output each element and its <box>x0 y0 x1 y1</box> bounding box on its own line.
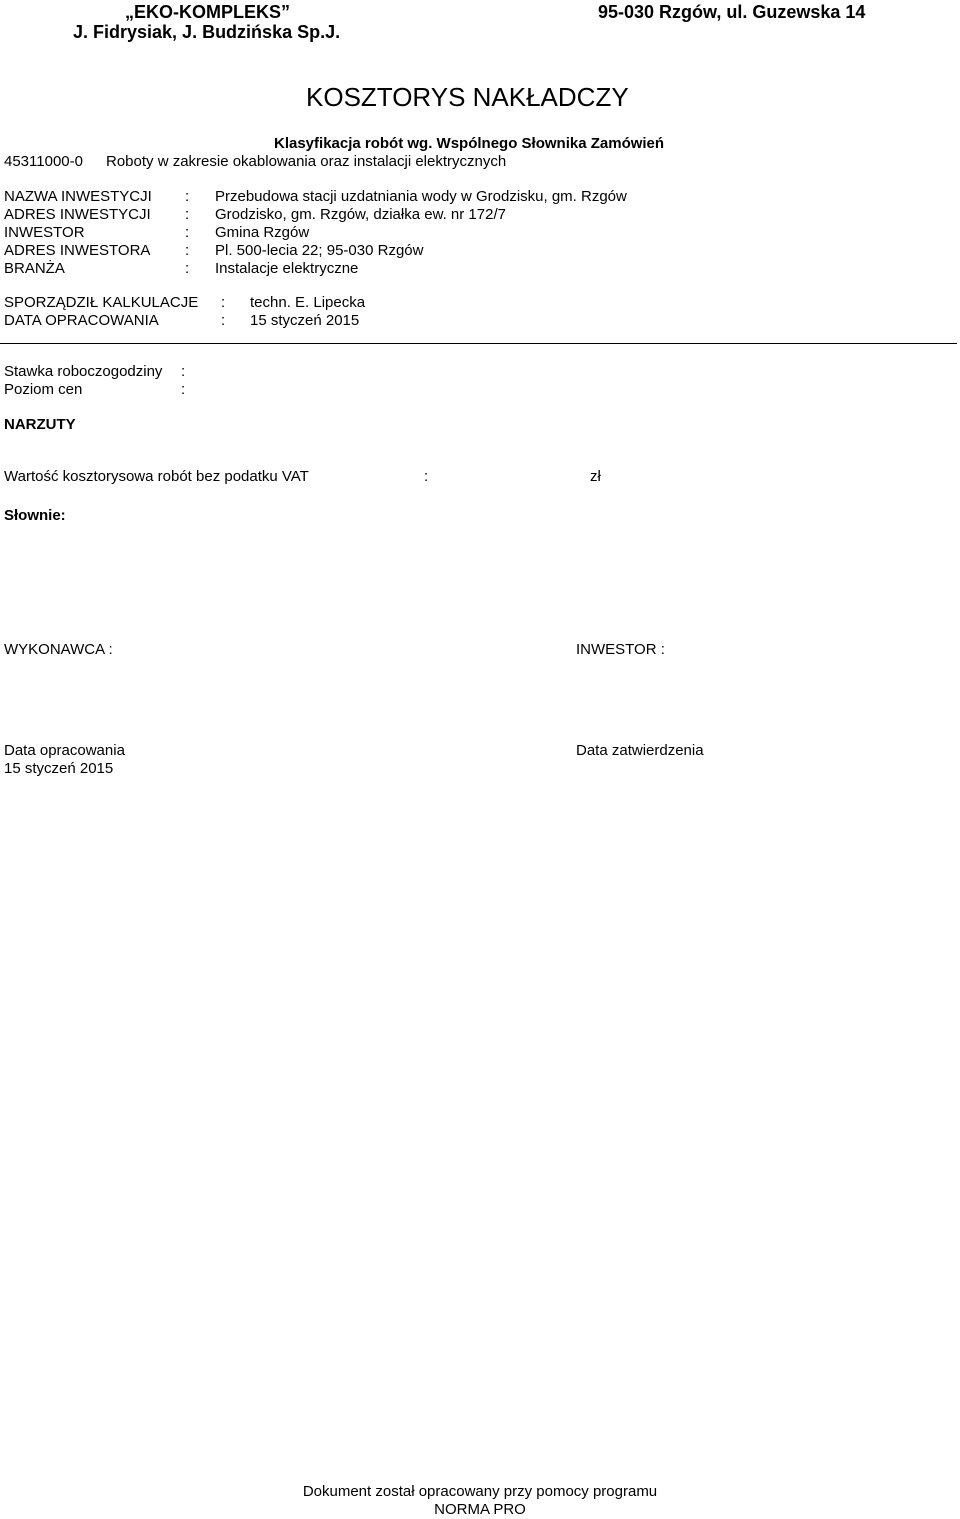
field-value: Pl. 500-lecia 22; 95-030 Rzgów <box>215 242 424 259</box>
field-label: Poziom cen <box>4 381 83 398</box>
amount-in-words-label: Słownie: <box>4 507 66 524</box>
cpv-code: 45311000-0 <box>4 153 83 170</box>
field-separator: : <box>221 312 226 329</box>
footer-note: Dokument został opracowany przy pomocy programu <box>302 1483 658 1500</box>
investor-signature-label: INWESTOR : <box>576 641 665 658</box>
field-label: Stawka roboczogodziny <box>4 363 163 380</box>
classification-heading: Klasyfikacja robót wg. Wspólnego Słownika Zamówień <box>274 135 665 152</box>
field-label: ADRES INWESTORA <box>4 242 151 259</box>
field-label: Wartość kosztorysowa robót bez podatku VAT <box>4 468 309 485</box>
cpv-description: Roboty w zakresie okablowania oraz instalacji elektrycznych <box>106 153 507 170</box>
field-value: Instalacje elektryczne <box>215 260 359 277</box>
field-separator: : <box>221 294 226 311</box>
field-value: Przebudowa stacji uzdatniania wody w Grodzisku, gm. Rzgów <box>215 188 627 205</box>
preparation-date-value: 15 styczeń 2015 <box>4 760 114 777</box>
field-label: ADRES INWESTYCJI <box>4 206 151 223</box>
field-separator: : <box>185 224 190 241</box>
field-separator: : <box>181 381 186 398</box>
currency-unit: zł <box>590 468 601 485</box>
company-owners: J. Fidrysiak, J. Budzińska Sp.J. <box>73 22 341 42</box>
field-label: SPORZĄDZIŁ KALKULACJE <box>4 294 199 311</box>
field-label: DATA OPRACOWANIA <box>4 312 159 329</box>
field-separator: : <box>185 206 190 223</box>
field-separator: : <box>185 188 190 205</box>
field-value: 15 styczeń 2015 <box>250 312 360 329</box>
contractor-signature-label: WYKONAWCA : <box>4 641 113 658</box>
field-value: techn. E. Lipecka <box>250 294 366 311</box>
approval-date-label: Data zatwierdzenia <box>576 742 704 759</box>
divider <box>0 343 957 344</box>
company-name: „EKO-KOMPLEKS” <box>125 2 291 22</box>
surcharges-heading: NARZUTY <box>4 416 76 433</box>
company-address: 95-030 Rzgów, ul. Guzewska 14 <box>598 2 866 22</box>
field-label: BRANŻA <box>4 260 65 277</box>
field-label: INWESTOR <box>4 224 85 241</box>
footer-program-name: NORMA PRO <box>434 1501 526 1518</box>
field-separator: : <box>185 242 190 259</box>
document-title: KOSZTORYS NAKŁADCZY <box>306 82 629 112</box>
field-separator: : <box>181 363 186 380</box>
field-separator: : <box>424 468 429 485</box>
field-separator: : <box>185 260 190 277</box>
field-label: NAZWA INWESTYCJI <box>4 188 152 205</box>
field-value: Grodzisko, gm. Rzgów, działka ew. nr 172/7 <box>215 206 506 223</box>
field-value: Gmina Rzgów <box>215 224 310 241</box>
preparation-date-label: Data opracowania <box>4 742 125 759</box>
